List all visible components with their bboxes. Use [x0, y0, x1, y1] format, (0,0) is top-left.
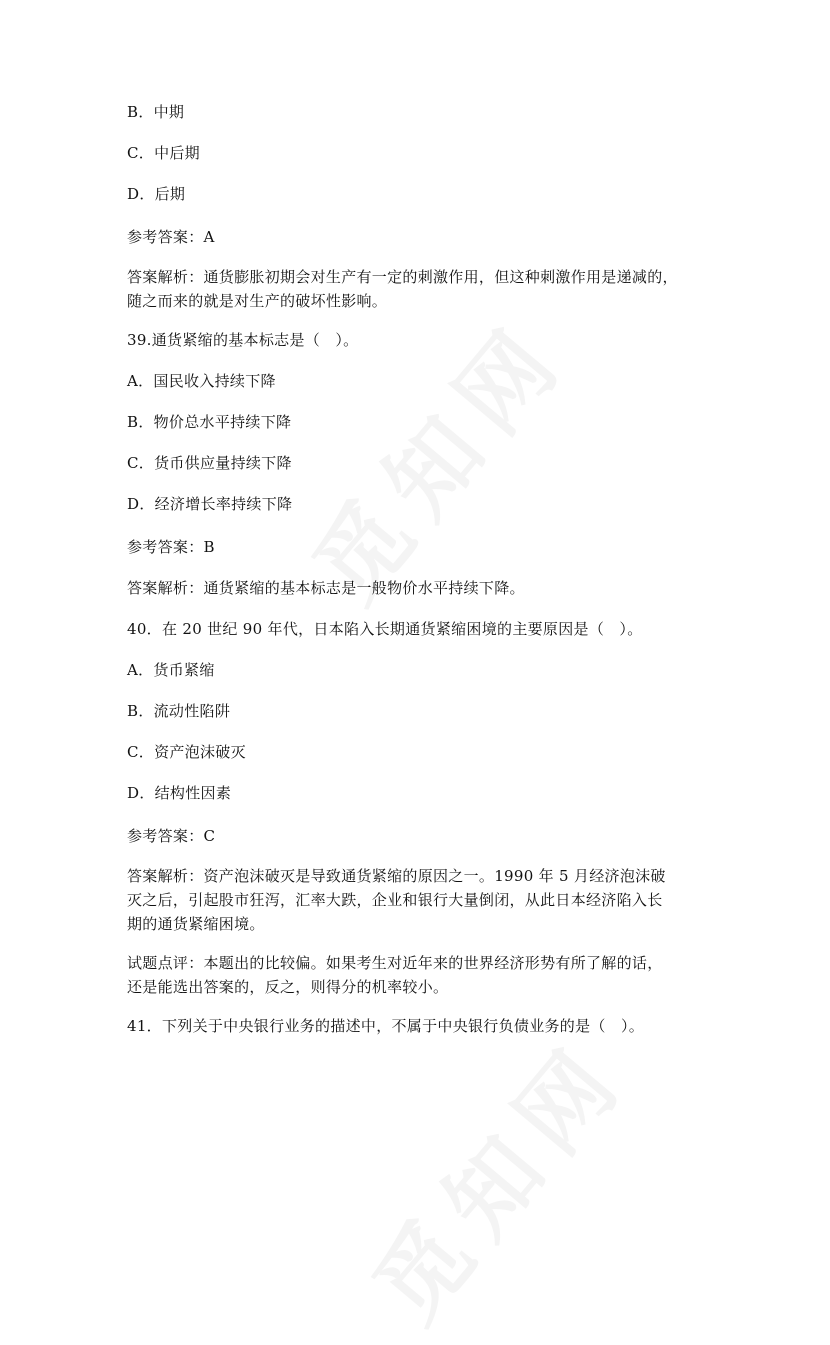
q40-comment-line: 还是能选出答案的，反之，则得分的机率较小。: [127, 978, 449, 996]
q40-option-b: B．流动性陷阱: [127, 702, 231, 720]
q40-option-c: C．资产泡沫破灭: [127, 743, 246, 761]
q41-question: 41．下列关于中央银行业务的描述中，不属于中央银行负债业务的是（ ）。: [127, 1017, 645, 1035]
q38-option-c: C．中后期: [127, 144, 200, 162]
q40-analysis-line: 期的通货紧缩困境。: [127, 915, 265, 933]
q39-option-a: A．国民收入持续下降: [127, 372, 276, 390]
q39-option-d: D．经济增长率持续下降: [127, 495, 293, 513]
q38-analysis-line: 随之而来的就是对生产的破坏性影响。: [127, 292, 388, 310]
q40-comment: [127, 951, 722, 999]
q40-option-d: D．结构性因素: [127, 784, 232, 802]
q39-analysis: 答案解析：通货紧缩的基本标志是一般物价水平持续下降。: [127, 579, 525, 597]
q38-option-b: B．中期: [127, 103, 185, 121]
q40-analysis-line: 灭之后，引起股市狂泻，汇率大跌，企业和银行大量倒闭，从此日本经济陷入长: [127, 891, 663, 909]
q39-answer: 参考答案：B: [127, 538, 215, 556]
q40-answer: 参考答案：C: [127, 827, 216, 845]
q40-question: 40．在 20 世纪 90 年代，日本陷入长期通货紧缩困境的主要原因是（ ）。: [127, 620, 643, 638]
q39-option-c: C．货币供应量持续下降: [127, 454, 292, 472]
q40-analysis: [127, 864, 722, 936]
q40-analysis-line: 答案解析：资产泡沫破灭是导致通货紧缩的原因之一。1990 年 5 月经济泡沫破: [127, 867, 666, 885]
q39-question: 39.通货紧缩的基本标志是（ ）。: [127, 331, 359, 349]
q38-answer: 参考答案：A: [127, 228, 215, 246]
q40-comment-line: 试题点评：本题出的比较偏。如果考生对近年来的世界经济形势有所了解的话，: [127, 954, 663, 972]
q38-option-d: D．后期: [127, 185, 186, 203]
q38-analysis: [127, 265, 722, 313]
q38-analysis-line: 答案解析：通货膨胀初期会对生产有一定的刺激作用，但这种刺激作用是递减的，: [127, 268, 678, 286]
watermark: [338, 1007, 651, 1345]
q39-option-b: B．物价总水平持续下降: [127, 413, 292, 431]
q40-option-a: A．货币紧缩: [127, 661, 215, 679]
